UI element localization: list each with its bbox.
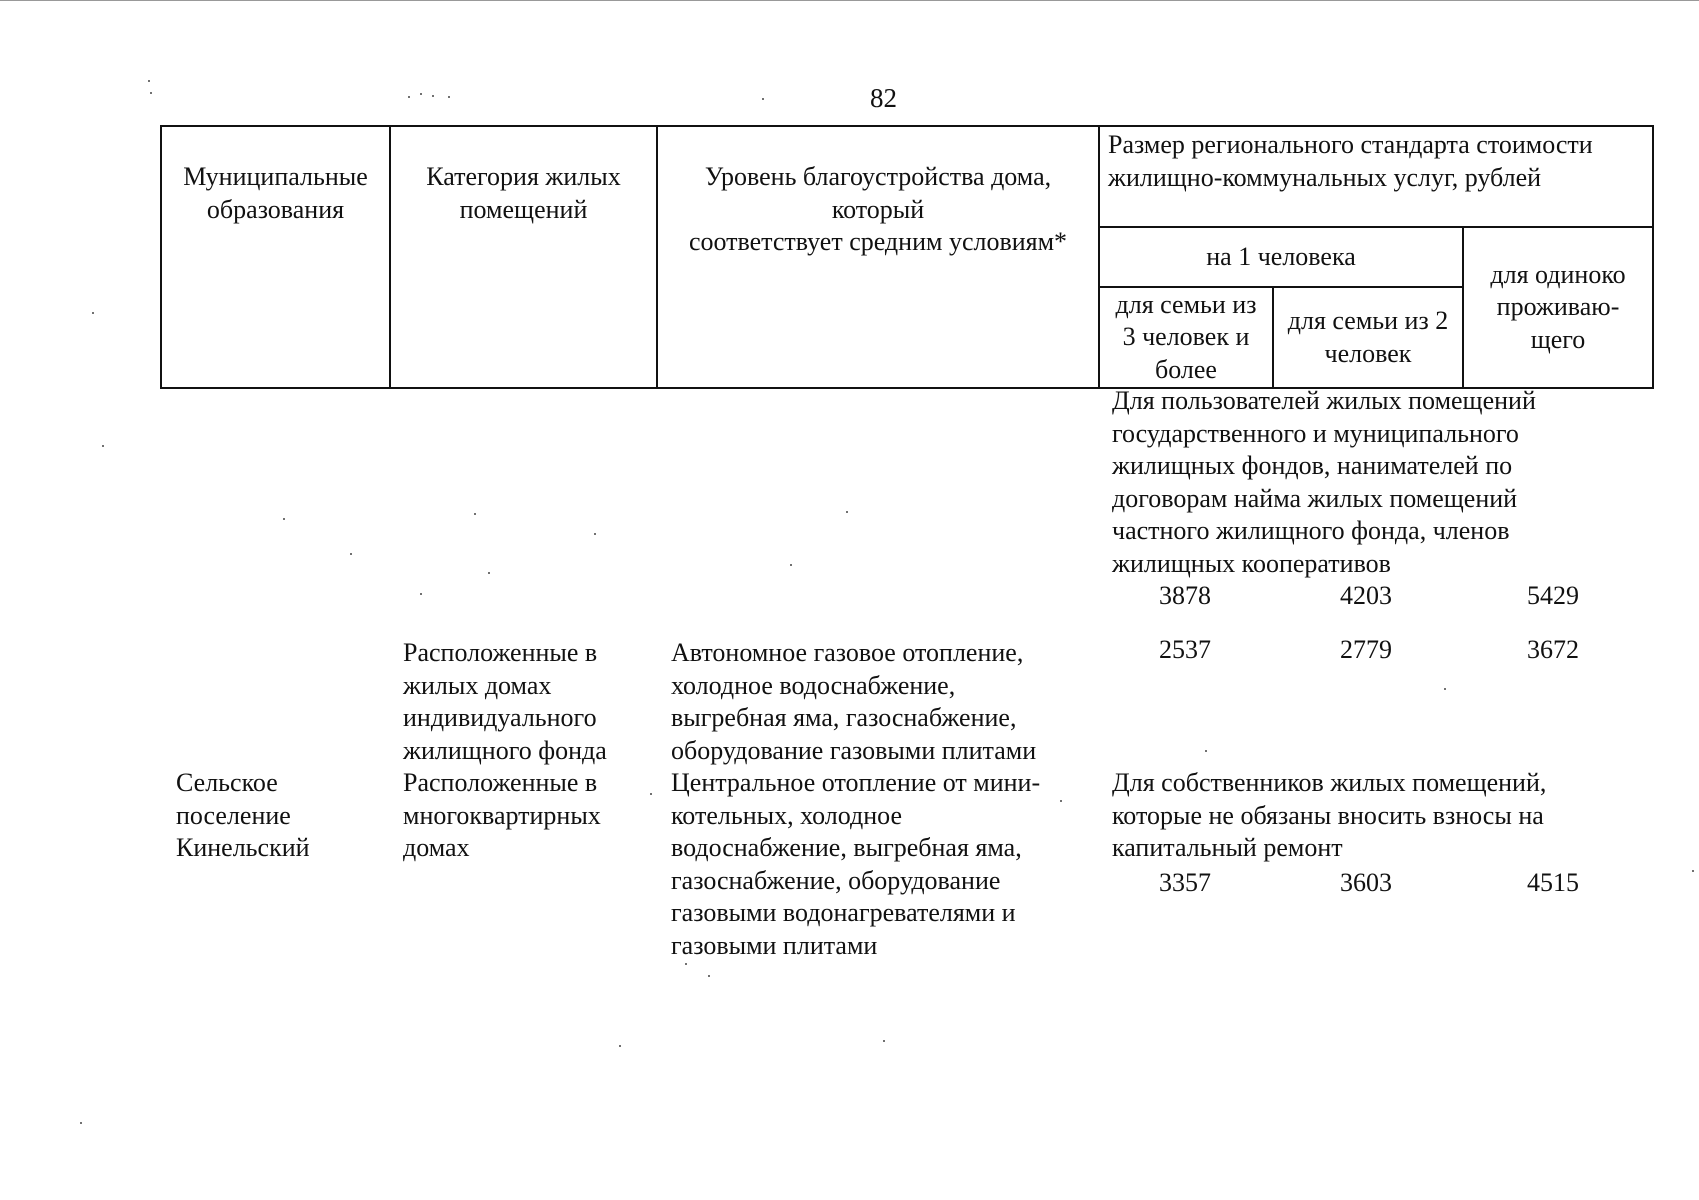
value-row1-family3: 3878 — [1159, 581, 1211, 610]
header-standard-size: Размер регионального стандарта стоимости жилищно-коммунальных услуг, рублей — [1099, 126, 1653, 227]
header-municipalities: Муниципальные образования — [161, 126, 390, 388]
header-family-3: для семьи из 3 человек и более — [1099, 287, 1273, 388]
scan-speck — [685, 963, 687, 965]
header-single: для одиноко проживаю-щего — [1463, 227, 1653, 388]
header-family-2: для семьи из 2 человек — [1273, 287, 1463, 388]
header-level: Уровень благоустройства дома, который соответствует средним условиям* — [657, 126, 1099, 388]
value-row2-single: 3672 — [1527, 635, 1579, 664]
scan-top-border — [0, 0, 1699, 1]
scan-speck — [448, 96, 450, 98]
scan-speck — [432, 95, 434, 97]
scan-speck — [619, 1045, 621, 1047]
value-row1-family2: 4203 — [1340, 581, 1392, 610]
scan-speck — [488, 572, 490, 574]
scan-speck — [148, 80, 150, 82]
scan-speck — [80, 1122, 82, 1124]
scan-speck — [283, 518, 285, 520]
scan-speck — [474, 513, 476, 515]
value-row2-family2: 2779 — [1340, 635, 1392, 664]
scan-speck — [1692, 870, 1694, 872]
value-row3-family2: 3603 — [1340, 868, 1392, 897]
municipality-name: Сельское поселение Кинельский — [176, 768, 310, 862]
scan-speck — [790, 564, 792, 566]
row3-category: Расположенные в многоквартирных домах — [403, 768, 601, 862]
value-row2-family3: 2537 — [1159, 635, 1211, 664]
scan-speck — [594, 533, 596, 535]
scan-speck — [420, 593, 422, 595]
scan-speck — [708, 975, 710, 977]
scan-speck — [762, 98, 764, 100]
scan-speck — [1205, 750, 1207, 752]
row2-category: Расположенные в жилых домах индивидуального жилищного фонда — [403, 638, 607, 765]
value-row3-family3: 3357 — [1159, 868, 1211, 897]
header-category: Категория жилых помещений — [390, 126, 657, 388]
header-per-person: на 1 человека — [1099, 227, 1463, 287]
scan-speck — [102, 445, 104, 447]
scan-speck — [408, 96, 410, 98]
users-note: Для пользователей жилых помещений государственного и муниципального жилищных фондов, нанимателей по договорам найма жилых помещений частного жилищного фонда, членов жилищных кооперативов — [1112, 386, 1536, 578]
scan-speck — [92, 312, 94, 314]
scan-speck — [1444, 688, 1446, 690]
value-row1-single: 5429 — [1527, 581, 1579, 610]
scan-speck — [650, 793, 652, 795]
value-row3-single: 4515 — [1527, 868, 1579, 897]
row2-level: Автономное газовое отопление, холодное водоснабжение, выгребная яма, газоснабжение, оборудование газовыми плитами — [671, 638, 1037, 765]
scan-speck — [846, 511, 848, 513]
table-header — [160, 125, 1654, 389]
scan-speck — [420, 93, 422, 95]
scan-speck — [883, 1040, 885, 1042]
scan-speck — [1060, 800, 1062, 802]
page-number: 82 — [870, 83, 897, 113]
row3-level: Центральное отопление от мини- котельных, холодное водоснабжение, выгребная яма, газоснабжение, оборудование газовыми водонагревателями и газовыми плитами — [671, 768, 1041, 960]
owners-note: Для собственников жилых помещений, которые не обязаны вносить взносы на капитальный ремонт — [1112, 768, 1547, 862]
scan-speck — [150, 92, 152, 94]
scan-speck — [350, 553, 352, 555]
